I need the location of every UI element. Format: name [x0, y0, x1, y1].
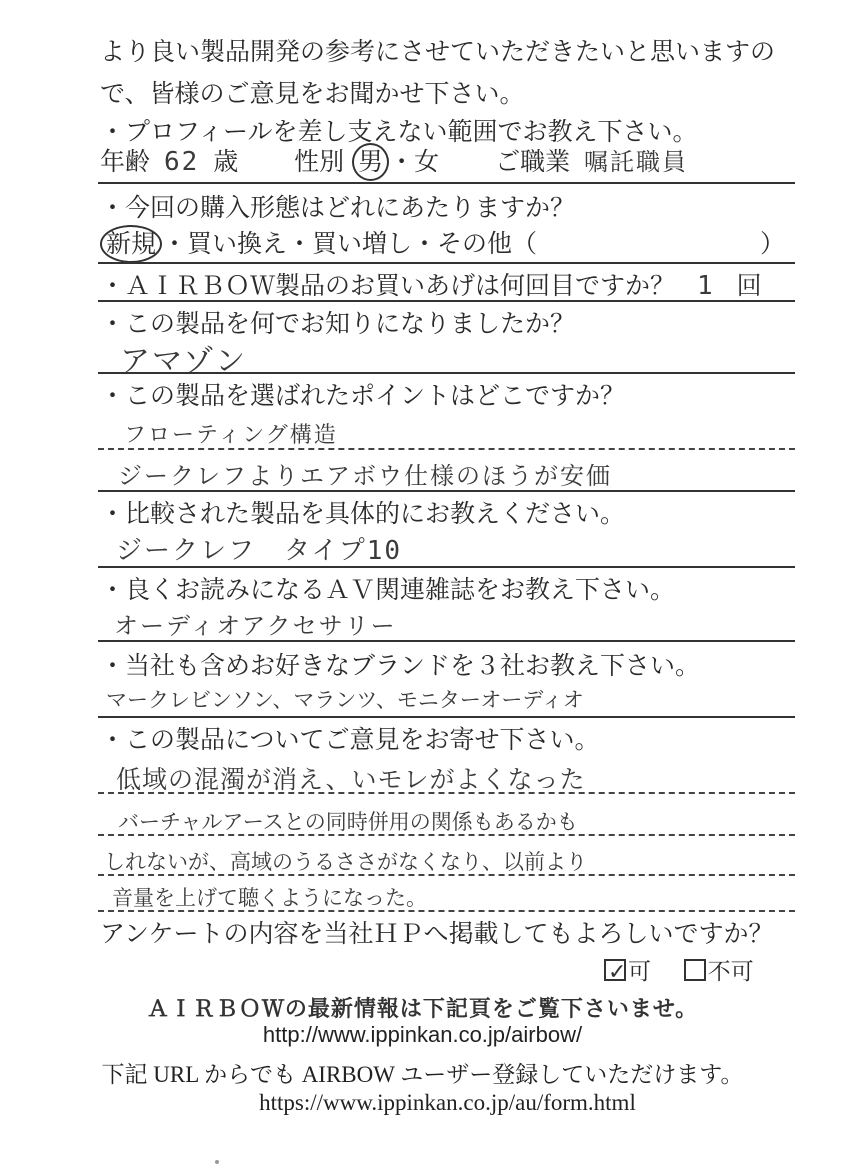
- footer-url-airbow[interactable]: http://www.ippinkan.co.jp/airbow/: [262, 1022, 583, 1047]
- job-value: 嘱託職員: [584, 148, 689, 176]
- rule-profile: [98, 182, 795, 184]
- check-mark-icon: ✓: [608, 960, 627, 985]
- compare-question: ・比較された製品を具体的にお教えください。: [100, 499, 626, 528]
- gender-separator: ・: [389, 147, 415, 176]
- age-unit: 歳: [213, 147, 239, 176]
- brands-question: ・当社も含めお好きなブランドを３社お教え下さい。: [100, 651, 701, 680]
- count-unit: 回: [736, 271, 762, 300]
- job-label: ご職業: [495, 147, 571, 176]
- profile-question: ・プロフィールを差し支えない範囲でお教え下さい。: [100, 117, 698, 146]
- rule-points-1: [98, 448, 795, 450]
- brands-answer: マークレビンソン、マランツ、モニターオーディオ: [106, 688, 584, 712]
- points-answer-1: フローティング構造: [124, 423, 338, 448]
- opinion-line-2: バーチャルアースとの同時併用の関係もあるかも: [118, 810, 578, 834]
- gender-label: 性別: [294, 147, 345, 176]
- points-answer-2: ジークレフよりエアボウ仕様のほうが安価: [118, 462, 612, 490]
- rule-opinion-2: [98, 834, 795, 836]
- publish-no-checkbox[interactable]: [684, 959, 706, 981]
- source-answer: アマゾン: [120, 344, 248, 379]
- publish-yes-checkbox[interactable]: [604, 959, 627, 985]
- source-question: ・この製品を何でお知りになりましたか？: [100, 309, 576, 338]
- publish-yes-label: 可: [628, 959, 651, 985]
- purchase-options: [100, 222, 790, 266]
- magazine-question: ・良くお読みになるＡＶ関連雑誌をお教え下さい。: [100, 575, 676, 604]
- publish-options: [604, 950, 784, 994]
- count-value: 1: [696, 271, 715, 301]
- purchase-question: ・今回の購入形態はどれにあたりますか？: [100, 193, 576, 222]
- opinion-question: ・この製品についてご意見をお寄せ下さい。: [100, 725, 600, 754]
- intro-line-1: より良い製品開発の参考にさせていただきたいと思いますの: [100, 37, 776, 66]
- points-question: ・この製品を選ばれたポイントはどこですか？: [100, 381, 626, 410]
- gender-male-circled: 男: [352, 143, 389, 181]
- count-question: ・ＡＩＲＢＯＷ製品のお買いあげは何回目ですか？: [100, 271, 676, 300]
- intro-line-2: で、皆様のご意見をお聞かせ下さい。: [100, 79, 525, 108]
- rule-magazine: [98, 640, 795, 642]
- opinion-line-4: 音量を上げて聴くようになった。: [112, 886, 427, 910]
- magazine-answer: オーディオアクセサリー: [114, 612, 397, 640]
- age-label: 年齢: [100, 147, 151, 176]
- age-value: 62: [163, 147, 200, 177]
- publish-question: アンケートの内容を当社ＨＰへ掲載してもよろしいですか？: [100, 919, 774, 948]
- purchase-close-paren: ）: [760, 229, 786, 258]
- footer-register-text: 下記 URL からでも AIRBOW ユーザー登録していただけます。: [101, 1062, 744, 1087]
- compare-answer: ジークレフ タイプ10: [116, 536, 403, 566]
- gender-female: 女: [414, 147, 440, 176]
- profile-answer-row: [100, 140, 790, 184]
- publish-no-label: 不可: [707, 959, 754, 985]
- rule-opinion-3: [98, 874, 795, 876]
- purchase-other-options: ・買い換え・買い増し・その他（: [162, 229, 538, 258]
- opinion-line-1: 低域の混濁が消え、いモレがよくなった: [116, 765, 586, 794]
- footer-url-form[interactable]: https://www.ippinkan.co.jp/au/form.html: [259, 1090, 636, 1115]
- scan-speck: [215, 1160, 219, 1164]
- opinion-line-3: しれないが、高域のうるささがなくなり、以前より: [104, 850, 587, 874]
- footer-headline: ＡＩＲＢＯＷの最新情報は下記頁をご覧下さいませ。: [146, 997, 699, 1022]
- purchase-new-circled: 新規: [100, 225, 162, 263]
- rule-opinion-1: [98, 792, 795, 794]
